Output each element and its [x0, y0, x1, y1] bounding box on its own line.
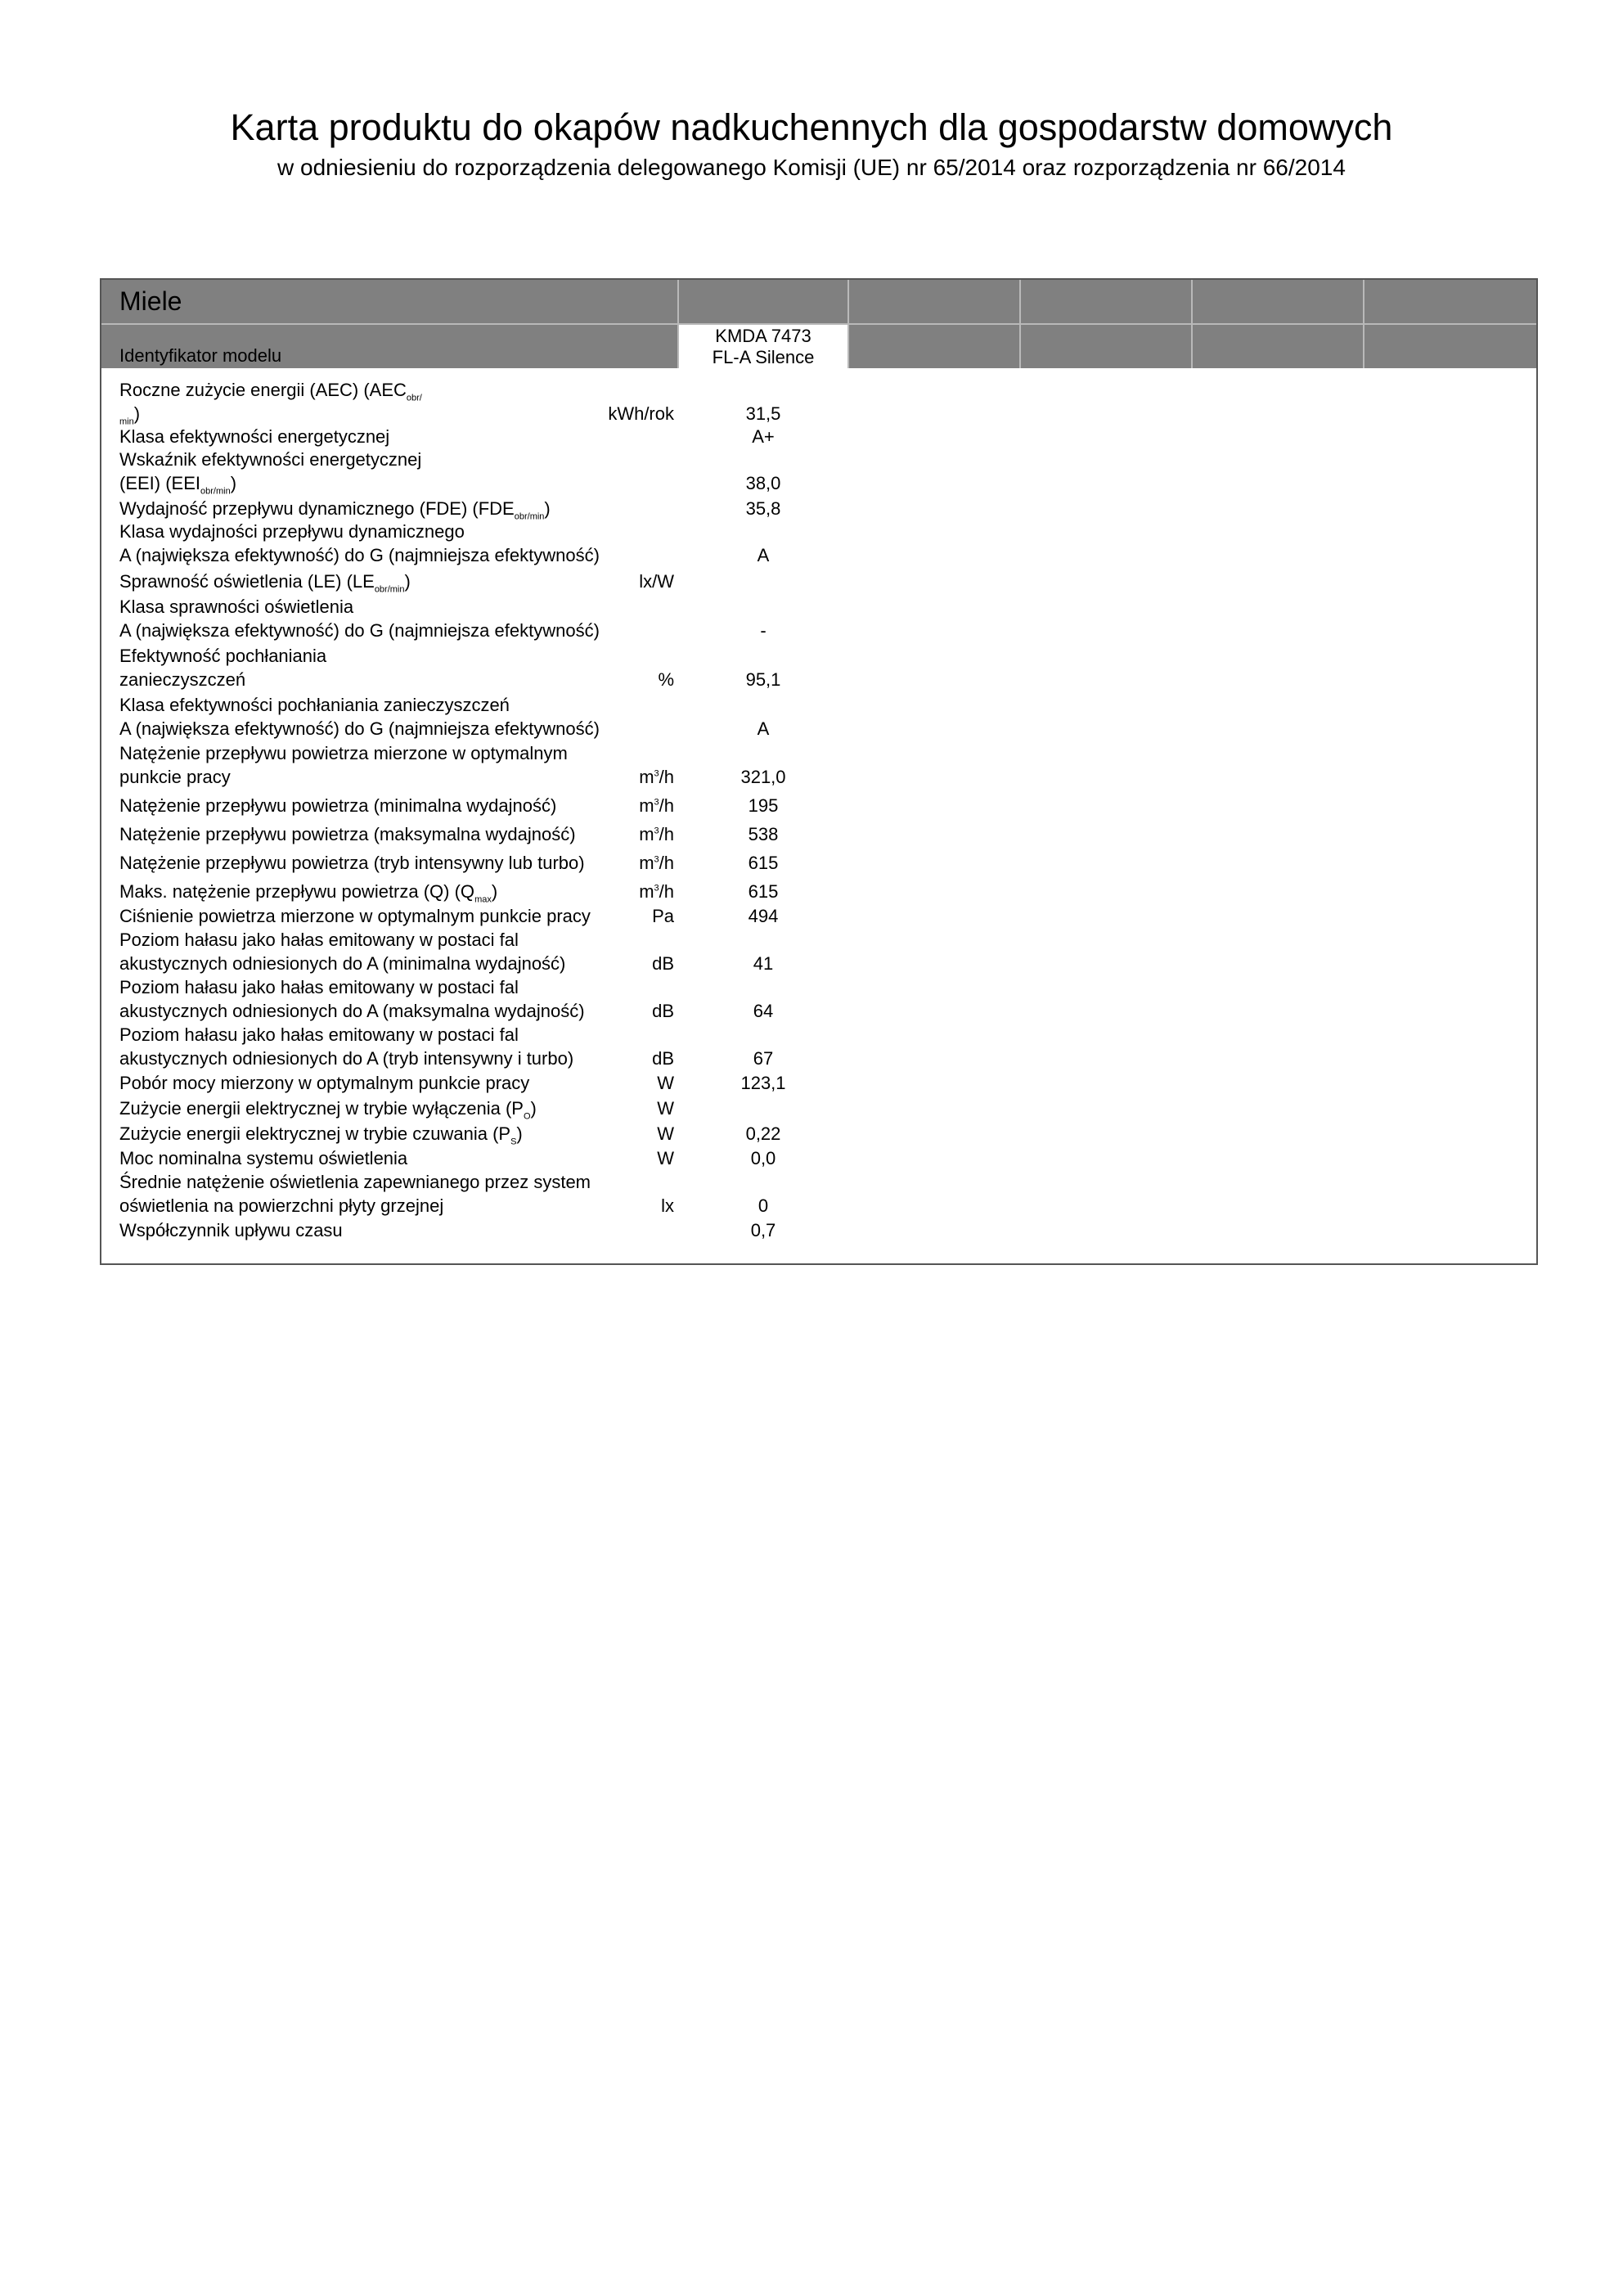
parameter-label: Zużycie energii elektrycznej w trybie wyłączenia $(P_O)$ — [119, 1098, 537, 1122]
parameter-label: Natężenie przepływu powietrza mierzone w optymalnym punkcie pracy — [119, 743, 568, 787]
table-row — [101, 1147, 1536, 1172]
table-row — [101, 977, 1536, 1024]
table-row — [101, 905, 1536, 930]
parameter-label: Moc nominalna systemu oświetlenia — [119, 1148, 408, 1168]
parameter-rows — [101, 370, 1536, 1244]
model-name-line-1: KMDA 7473 — [715, 325, 812, 346]
parameter-value: 31,5 — [745, 403, 781, 424]
model-identifier-value — [679, 325, 847, 368]
parameter-value: 321,0 — [740, 767, 786, 787]
parameter-label: Natężenie przepływu powietrza (maksymalna wydajność) — [119, 824, 576, 844]
model-identifier-label: Identyfikator modelu — [119, 345, 282, 366]
table-row — [101, 742, 1536, 790]
parameter-value: 41 — [753, 953, 774, 974]
table-row — [101, 595, 1536, 644]
parameter-label: Natężenie przepływu powietrza (tryb intensywny lub turbo) — [119, 853, 585, 873]
parameter-value: 0,7 — [750, 1220, 776, 1240]
table-row — [101, 569, 1536, 595]
brand-name: Miele — [119, 286, 182, 316]
parameter-label: Klasa sprawności oświetlenia A (największa efektywność) do G (najmniejsza efektywność) — [119, 597, 600, 641]
parameter-value: 95,1 — [745, 669, 781, 690]
parameter-unit: dB — [652, 953, 674, 974]
parameter-label: Wydajność przepływu dynamicznego (FDE) $(FDE_{obr/min})$ — [119, 498, 551, 522]
parameter-unit: dB — [652, 1001, 674, 1021]
parameter-unit: dB — [652, 1048, 674, 1069]
parameter-label: Poziom hałasu jako hałas emitowany w postaci fal akustycznych odniesionych do A (tryb intensywny i turbo) — [119, 1024, 574, 1069]
parameter-value: 123,1 — [740, 1073, 786, 1093]
parameter-unit: $m^3/h$ — [639, 795, 674, 816]
parameter-unit: W — [657, 1098, 674, 1119]
parameter-unit: $m^3/h$ — [639, 853, 674, 873]
page-title: Karta produktu do okapów nadkuchennych dla gospodarstw domowych — [230, 106, 1393, 148]
parameter-unit: $m^3/h$ — [639, 881, 674, 902]
table-row — [101, 1122, 1536, 1147]
parameter-label: Efektywność pochłaniania zanieczyszczeń — [119, 646, 327, 690]
parameter-label: Klasa efektywności pochłaniania zanieczyszczeń A (największa efektywność) do G (najmniejsza efektywność) — [119, 695, 600, 739]
parameter-value: 0,0 — [750, 1148, 776, 1168]
parameter-label: Sprawność oświetlenia (LE) $(LE_{obr/min})$ — [119, 571, 411, 595]
parameter-unit: kWh/rok — [608, 403, 674, 424]
parameter-value: 64 — [753, 1001, 774, 1021]
parameter-value: 67 — [753, 1048, 774, 1069]
parameter-value: 35,8 — [745, 498, 781, 519]
parameter-value: 615 — [748, 853, 779, 873]
table-row — [101, 1096, 1536, 1122]
parameter-unit: W — [657, 1073, 674, 1093]
table-row — [101, 1024, 1536, 1072]
parameter-value: 195 — [748, 795, 779, 816]
table-row — [101, 1219, 1536, 1244]
parameter-label: Pobór mocy mierzony w optymalnym punkcie pracy — [119, 1073, 530, 1093]
table-row — [101, 497, 1536, 522]
table-row — [101, 848, 1536, 876]
parameter-label: Zużycie energii elektrycznej w trybie czuwania $(P_S)$ — [119, 1123, 523, 1147]
product-fiche-table — [100, 278, 1538, 1265]
table-row — [101, 644, 1536, 693]
parameter-label: Wskaźnik efektywności energetycznej (EEI) $(EEI_{obr/min})$ — [119, 449, 422, 497]
parameter-value: A+ — [752, 426, 775, 447]
parameter-value: A — [757, 718, 770, 739]
parameter-label: Natężenie przepływu powietrza (minimalna wydajność) — [119, 795, 557, 816]
parameter-value: 0 — [758, 1195, 769, 1216]
table-row — [101, 930, 1536, 977]
table-row — [101, 790, 1536, 819]
parameter-value: 615 — [748, 881, 779, 902]
model-name-line-2: FL-A Silence — [712, 346, 815, 367]
parameter-label: Maks. natężenie przepływu powietrza (Q) $(Q_{max})$ — [119, 881, 498, 905]
brand-header-row — [101, 280, 1536, 323]
parameter-label: Poziom hałasu jako hałas emitowany w postaci fal akustycznych odniesionych do A (minimalna wydajność) — [119, 930, 566, 974]
parameter-label: Współczynnik upływu czasu — [119, 1220, 343, 1240]
parameter-value: 0,22 — [745, 1123, 781, 1144]
table-row — [101, 522, 1536, 569]
parameter-unit: $m^3/h$ — [639, 767, 674, 787]
table-row — [101, 1072, 1536, 1096]
parameter-label: Poziom hałasu jako hałas emitowany w postaci fal akustycznych odniesionych do A (maksymalna wydajność) — [119, 977, 585, 1021]
parameter-value: - — [760, 620, 767, 641]
table-row — [101, 693, 1536, 742]
table-row — [101, 427, 1536, 450]
parameter-unit: W — [657, 1123, 674, 1144]
page-subtitle: w odniesieniu do rozporządzenia delegowanego Komisji (UE) nr 65/2014 oraz rozporządzenia nr 66/2014 — [277, 155, 1346, 180]
parameter-unit: $m^3/h$ — [639, 824, 674, 844]
table-row — [101, 370, 1536, 427]
parameter-unit: W — [657, 1148, 674, 1168]
table-row — [101, 1172, 1536, 1219]
parameter-label: Średnie natężenie oświetlenia zapewnianego przez system oświetlenia na powierzchni płyty grzejnej — [119, 1172, 591, 1216]
parameter-value: 38,0 — [745, 473, 781, 493]
parameter-unit: lx — [661, 1195, 674, 1216]
table-row — [101, 876, 1536, 905]
parameter-value: 538 — [748, 824, 779, 844]
parameter-label: Roczne zużycie energii (AEC) ($AEC_{obr/}$ $_{min}$) — [119, 380, 422, 427]
parameter-unit: Pa — [652, 906, 674, 926]
parameter-value: A — [757, 545, 770, 565]
parameter-label: Klasa efektywności energetycznej — [119, 426, 390, 447]
parameter-label: Klasa wydajności przepływu dynamicznego A (największa efektywność) do G (najmniejsza efektywność) — [119, 521, 600, 565]
table-row — [101, 819, 1536, 848]
parameter-unit: lx/W — [639, 571, 674, 592]
parameter-label: Ciśnienie powietrza mierzone w optymalnym punkcie pracy — [119, 906, 591, 926]
parameter-unit: % — [658, 669, 674, 690]
parameter-value: 494 — [748, 906, 779, 926]
table-row — [101, 450, 1536, 497]
